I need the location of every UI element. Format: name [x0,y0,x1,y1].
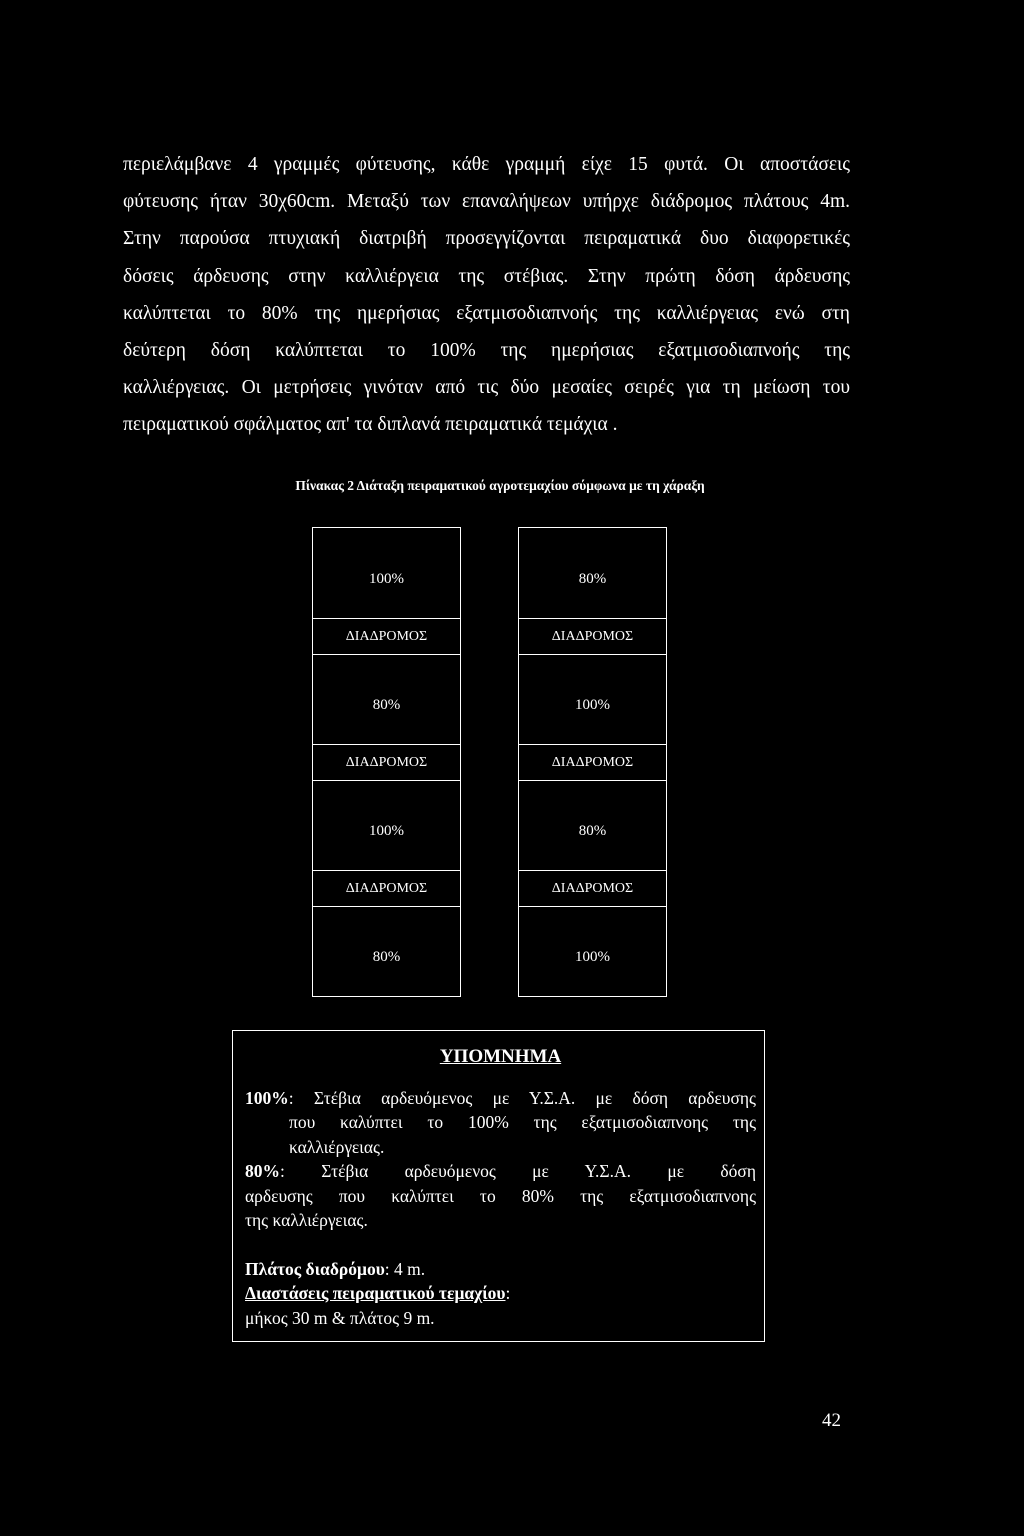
legend-dims-colon: : [505,1283,511,1303]
legend-box [232,1030,765,1342]
legend-title: ΥΠΟΜΝΗΜΑ [439,1046,562,1067]
legend-item-80-label: 80% [245,1161,280,1181]
legend-item-100-line: καλλιέργειας. [289,1136,385,1157]
plot-cell-aisle: ΔΙΑΔΡΟΜΟΣ [519,618,666,654]
plot-cell-dose: 100% [519,906,666,996]
body-line: καλύπτεται το 80% της ημερήσιας εξατμισοδιαπνοής της καλλιέργειας ενώ στη [123,302,850,324]
body-line: φύτευσης ήταν 30χ60cm. Μεταξύ των επαναλήψεων υπήρχε διάδρομος πλάτους 4m. [123,191,850,213]
body-line: καλλιέργειας. Οι μετρήσεις γινόταν από τις δύο μεσαίες σειρές για τη μείωση του [123,377,850,399]
legend-item-80-line: αρδευσης που καλύπτει το 80% της εξατμισοδιαπνοης [245,1185,756,1206]
body-line: Στην παρούσα πτυχιακή διατριβή προσεγγίζονται πειραματικά δυο διαφορετικές [123,228,850,250]
legend-dims-value: μήκος 30 m & πλάτος 9 m. [245,1307,435,1328]
legend-item-100-line: που καλύπτει το 100% της εξατμισοδιαπνοης της [289,1112,756,1132]
legend-aisle-label: Πλάτος διαδρόμου [245,1258,385,1279]
table-caption: Πίνακας 2 Διάταξη πειραματικού αγροτεμαχίου σύμφωνα με τη χάραξη [295,478,705,493]
plot-column-left [312,527,461,997]
plot-cell-dose: 100% [519,654,666,744]
body-line: περιελάμβανε 4 γραμμές φύτευσης, κάθε γραμμή είχε 15 φυτά. Οι αποστάσεις [123,154,850,175]
plot-cell-aisle: ΔΙΑΔΡΟΜΟΣ [519,870,666,906]
legend-item-80-line: της καλλιέργειας. [245,1210,368,1230]
legend-aisle-value: : 4 m. [384,1258,426,1279]
plot-cell-dose: 80% [519,780,666,870]
plot-cell-dose: 80% [313,906,460,996]
legend-item-100-line [245,1086,756,1111]
plot-cell-aisle: ΔΙΑΔΡΟΜΟΣ [313,744,460,780]
legend-aisle-width [245,1257,756,1282]
legend-dims-label: Διαστάσεις πειραματικού τεμαχίου [245,1283,506,1303]
plot-column-right [518,527,667,997]
body-line: δόσεις άρδευσης στην καλλιέργεια της στέβιας. Στην πρώτη δόση άρδευσης [123,265,850,287]
legend-plot-dimensions [245,1281,756,1306]
legend-item-80-text: : Στέβια αρδευόμενος με Υ.Σ.Α. με δόση [280,1161,756,1181]
plot-cell-aisle: ΔΙΑΔΡΟΜΟΣ [313,870,460,906]
plot-cell-dose: 100% [369,570,404,587]
body-line: δεύτερη δόση καλύπτεται το 100% της ημερήσιας εξατμισοδιαπνοής της [123,339,850,361]
legend-item-100-label: 100% [245,1087,289,1108]
body-line: πειραματικού σφάλματος απ' τα διπλανά πειραματικά τεμάχια . [123,414,618,436]
body-paragraph [123,146,850,444]
plot-cell-aisle: ΔΙΑΔΡΟΜΟΣ [519,744,666,780]
plot-cell-aisle: ΔΙΑΔΡΟΜΟΣ [313,618,460,654]
plot-cell-dose: 80% [313,654,460,744]
page-number: 42 [822,1410,841,1431]
legend-item-100-text: : Στέβια αρδευόμενος με Υ.Σ.Α. με δόση αρδευσης [288,1087,756,1108]
plot-cell-dose: 100% [313,780,460,870]
legend-item-80-line [245,1159,756,1184]
plot-cell-dose: 80% [578,570,607,587]
